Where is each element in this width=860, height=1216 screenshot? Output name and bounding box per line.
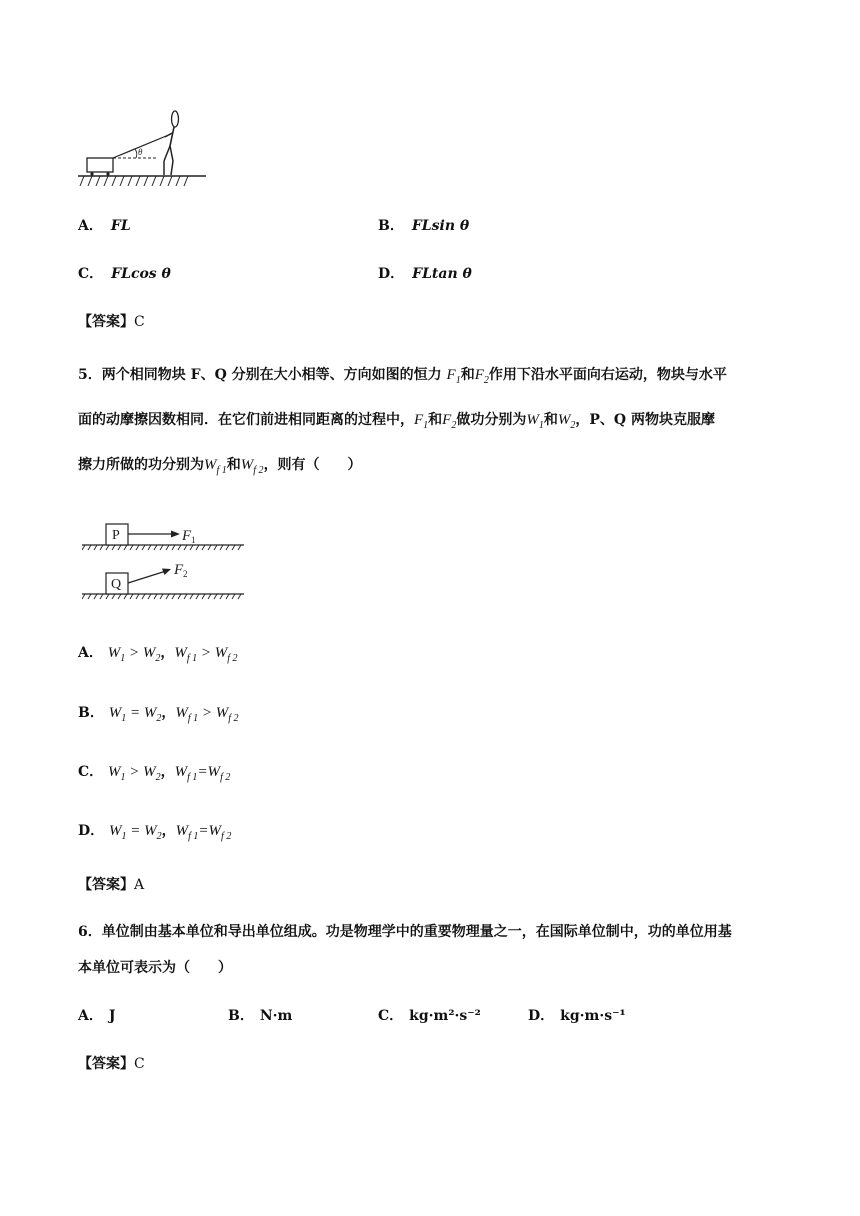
svg-text:1: 1 [191,535,196,545]
q5-option-c: C． $W_1 > W_2$，$W_{f 1}=W_{f 2}$ [78,764,231,783]
q6-answer: 【答案】C [78,1056,145,1072]
q5-block-q-label: Q [111,577,122,592]
q4-option-c: C． FLcos θ [78,266,171,282]
q6-number: 6． [78,924,102,940]
q4-answer: 【答案】C [78,314,145,330]
q4-option-a: A． FL [78,218,131,234]
q4-option-d: D． FLtan θ [378,266,472,282]
q5-line-1: 5．两个相同物块 F、Q 分别在大小相等、方向如图的恒力 $F_1$和$F_2$作用下沿水平面向右运动，物块与水平 [78,367,727,386]
q5-number: 5． [78,367,102,383]
q4-option-b: B． FLsin θ [378,218,470,234]
q5-option-b: B． $W_1 = W_2$，$W_{f 1} > W_{f 2}$ [78,705,239,724]
q6-option-a: A． J [78,1008,116,1024]
q6-option-c: C． kg·m²·s⁻² [378,1008,481,1024]
q6-option-d: D． kg·m·s⁻¹ [528,1008,626,1024]
q4-figure-box-pulled-by-person [78,106,208,188]
q5-option-a: A． $W_1 > W_2$，$W_{f 1} > W_{f 2}$ [78,645,238,664]
q6-line-1: 6．单位制由基本单位和导出单位组成。功是物理学中的重要物理量之一，在国际单位制中，功的单位用基 [78,924,732,940]
q6-option-b: B． N·m [228,1008,293,1024]
svg-text:2: 2 [183,569,188,579]
q4-figure-theta: θ [138,147,143,157]
q5-line-3: 擦力所做的功分别为$W_{f 1}$和$W_{f 2}$，则有（ ） [78,457,362,476]
q5-block-p-label: P [112,528,120,543]
q5-line-2: 面的动摩擦因数相同．在它们前进相同距离的过程中，$F_1$和$F_2$做功分别为$W_1$和$W_2$，P、Q 两物块克服摩 [78,412,715,431]
q5-figure-blocks-p-q [82,518,247,606]
q5-force-f1-label: F [182,528,192,544]
q5-force-f2-label: F [174,562,184,578]
q5-answer: 【答案】A [78,877,145,893]
q5-option-d: D． $W_1 = W_2$，$W_{f 1}=W_{f 2}$ [78,823,232,842]
q6-line-2: 本单位可表示为（ ） [78,960,232,976]
